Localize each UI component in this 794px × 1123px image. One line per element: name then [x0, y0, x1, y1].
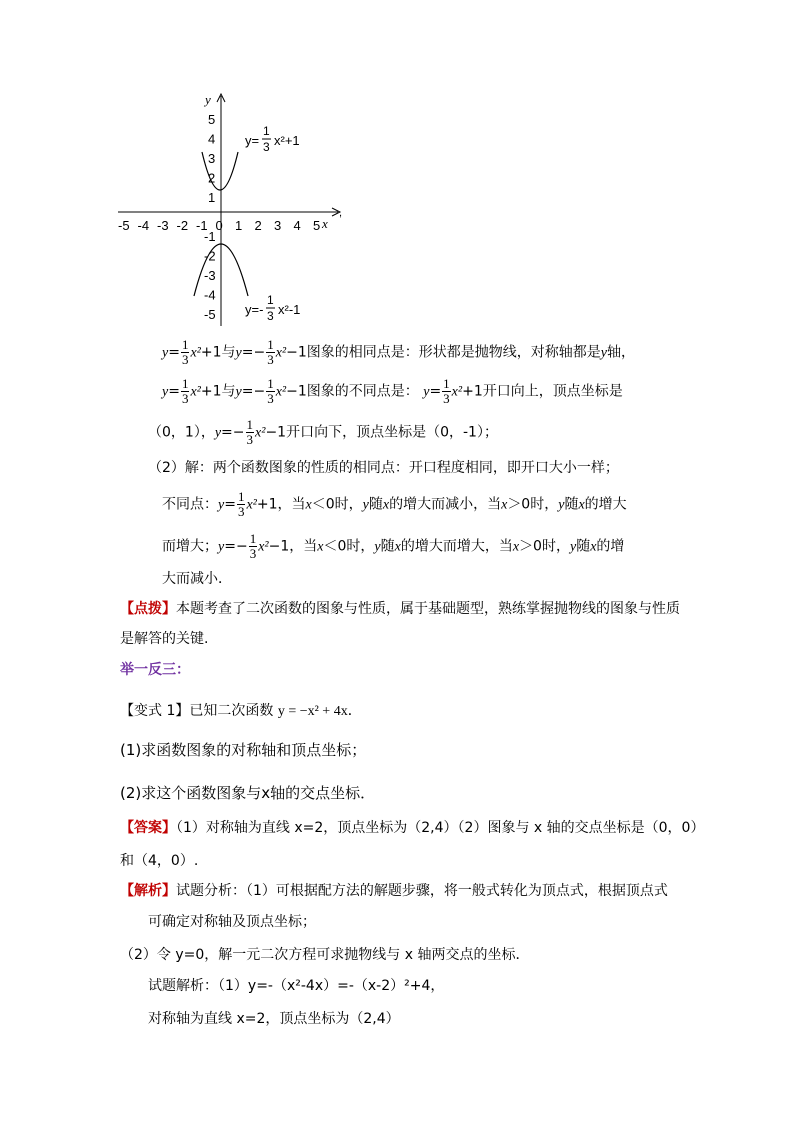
fraction: $\frac{1}{3}$: [237, 489, 245, 519]
y-tick-labels: [204, 112, 216, 322]
analysis-line5: 对称轴为直线 x=2，顶点坐标为（2,4）: [148, 1011, 400, 1027]
x-tick-label: 1: [235, 218, 243, 233]
x-tick-label: 2: [254, 218, 262, 233]
fraction: $\frac{1}{3}$: [443, 376, 450, 406]
minus-one: −1: [286, 344, 307, 361]
y-tick-label: 5: [208, 112, 216, 127]
y-tick-label: 2: [208, 170, 216, 186]
fraction: $\frac{1}{3}$: [267, 376, 274, 406]
upper-curve-label-prefix: y=: [245, 133, 260, 148]
analysis-line3: （2）令 y=0，解一元二次方程可求抛物线与 x 轴两交点的坐标．: [120, 947, 530, 963]
x-tick-label: 4: [293, 218, 301, 233]
eq: =: [168, 344, 180, 361]
x-tick-label: -4: [137, 218, 150, 233]
vertex-line: （0，1），y=− $\frac{1}{3}$ x²−1开口向下，顶点坐标是（0，-1）；: [148, 417, 498, 447]
difference-line: y= $\frac{1}{3}$ x²+1与y=− $\frac{1}{3}$ x²−1图象的不同点是： y= $\frac{1}{3}$ x²+1开口向上，顶点坐标是: [162, 376, 623, 406]
answer-line1: 【答案】（1）对称轴为直线 x=2，顶点坐标为（2,4）（2）图象与 x 轴的交点坐标是（0，0）: [120, 820, 705, 836]
decrease-line: 大而减小．: [162, 571, 232, 587]
x-tick-label: -3: [157, 218, 169, 233]
opens-up-text: 开口向上，顶点坐标是: [482, 383, 623, 400]
lower-curve-label-suffix: x²-1: [278, 302, 301, 317]
y-tick-label: -4: [204, 287, 216, 303]
y-tick-label: -2: [204, 248, 216, 264]
and-text: 与: [221, 344, 236, 361]
x-tick-label: 0: [215, 218, 223, 233]
question-1: (1)求函数图象的对称轴和顶点坐标；: [120, 741, 367, 759]
analysis-tag: 【解析】: [120, 883, 176, 899]
vertex-coord: （0，1），: [148, 424, 215, 441]
upper-curve-label-den: 3: [263, 140, 270, 154]
juyi-heading: 举一反三：: [120, 662, 190, 678]
y-tick-label: 4: [208, 131, 216, 147]
analysis-line4: 试题解析：（1）y=-（x²-4x）=-（x-2）²+4，: [148, 978, 445, 994]
lead: 不同点：: [162, 496, 218, 513]
parabola-graph: [110, 88, 350, 328]
dianbo-line1: 【点拨】本题考查了二次函数的图象与性质，属于基础题型，熟练掌握抛物线的图象与性质: [120, 601, 680, 617]
opens-down-text: 开口向下，顶点坐标是（0，-1）；: [286, 424, 498, 441]
x-axis-comma: ,: [339, 207, 343, 219]
analysis-line2: 可确定对称轴及顶点坐标；: [148, 914, 316, 930]
lower-curve-label-num: 1: [267, 293, 274, 307]
x-tick-labels: [118, 218, 320, 233]
y-tick-label: -5: [204, 307, 216, 322]
upper-curve-label-num: 1: [263, 124, 270, 138]
difference-points-line: 不同点：y= $\frac{1}{3}$ x²+1，当x＜0时，y随x的增大而减小，当x＞0时，y随x的增大: [162, 489, 627, 519]
dianbo-tag: 【点拨】: [120, 601, 176, 617]
second-curve-line: 而增大；y=− $\frac{1}{3}$ x²−1，当x＜0时，y随x的增大而增大，当x＞0时，y随x的增: [162, 531, 625, 561]
part2-solution: （2）解：两个函数图象的性质的相同点：开口程度相同，即开口大小一样；: [148, 460, 619, 476]
upper-curve-label-suffix: x²+1: [274, 133, 300, 148]
answer-line2: 和（4，0）.: [120, 853, 199, 869]
x-tick-label: 5: [313, 218, 321, 233]
fraction: $\frac{1}{3}$: [181, 337, 189, 367]
question-2: (2)求这个函数图象与x轴的交点坐标．: [120, 784, 376, 802]
y-tick-label: 1: [208, 190, 216, 205]
x-squared: x²: [190, 345, 201, 361]
formula: y = −x² + 4x: [277, 704, 348, 719]
x-tick-label: 3: [274, 218, 282, 233]
x-tick-label: -1: [196, 218, 208, 233]
lower-curve-label-prefix: y=-: [245, 302, 264, 317]
y-axis-word: y: [600, 345, 607, 361]
similarity-line: y= $\frac{1}{3}$ x²+1与y=− $\frac{1}{3}$ x²−1图象的相同点是：形状都是抛物线，对称轴都是y轴，: [162, 337, 635, 367]
x-tick-label: -5: [118, 218, 130, 233]
answer-tag: 【答案】: [120, 820, 176, 836]
similarity-text: 图象的相同点是：形状都是抛物线，对称轴都是: [306, 344, 601, 361]
y-axis-label: y: [205, 92, 211, 107]
x-tick-label: -2: [176, 218, 189, 233]
bianshi-line: 【变式 1】已知二次函数 y = −x² + 4x．: [120, 703, 362, 719]
y-tick-label: 3: [208, 151, 216, 166]
y-tick-label: -3: [204, 268, 216, 283]
var-y: y: [162, 345, 169, 361]
axis-word: 轴，: [606, 344, 635, 361]
dianbo-line2: 是解答的关键.: [120, 631, 209, 647]
difference-text: 图象的不同点是：: [306, 383, 419, 400]
fraction: $\frac{1}{3}$: [246, 417, 254, 447]
x-axis-label: x: [322, 216, 328, 231]
analysis-line1: 【解析】试题分析：（1）可根据配方法的解题步骤，将一般式转化为顶点式，根据顶点式: [120, 883, 668, 899]
y-tick-label: -1: [204, 229, 216, 244]
fraction: $\frac{1}{3}$: [181, 376, 189, 406]
bianshi-tag: 【变式 1】: [120, 703, 190, 719]
fraction: $\frac{1}{3}$: [249, 531, 257, 561]
fraction: $\frac{1}{3}$: [267, 337, 274, 367]
lower-curve-label-den: 3: [267, 309, 274, 323]
plus-one: +1: [200, 344, 222, 361]
